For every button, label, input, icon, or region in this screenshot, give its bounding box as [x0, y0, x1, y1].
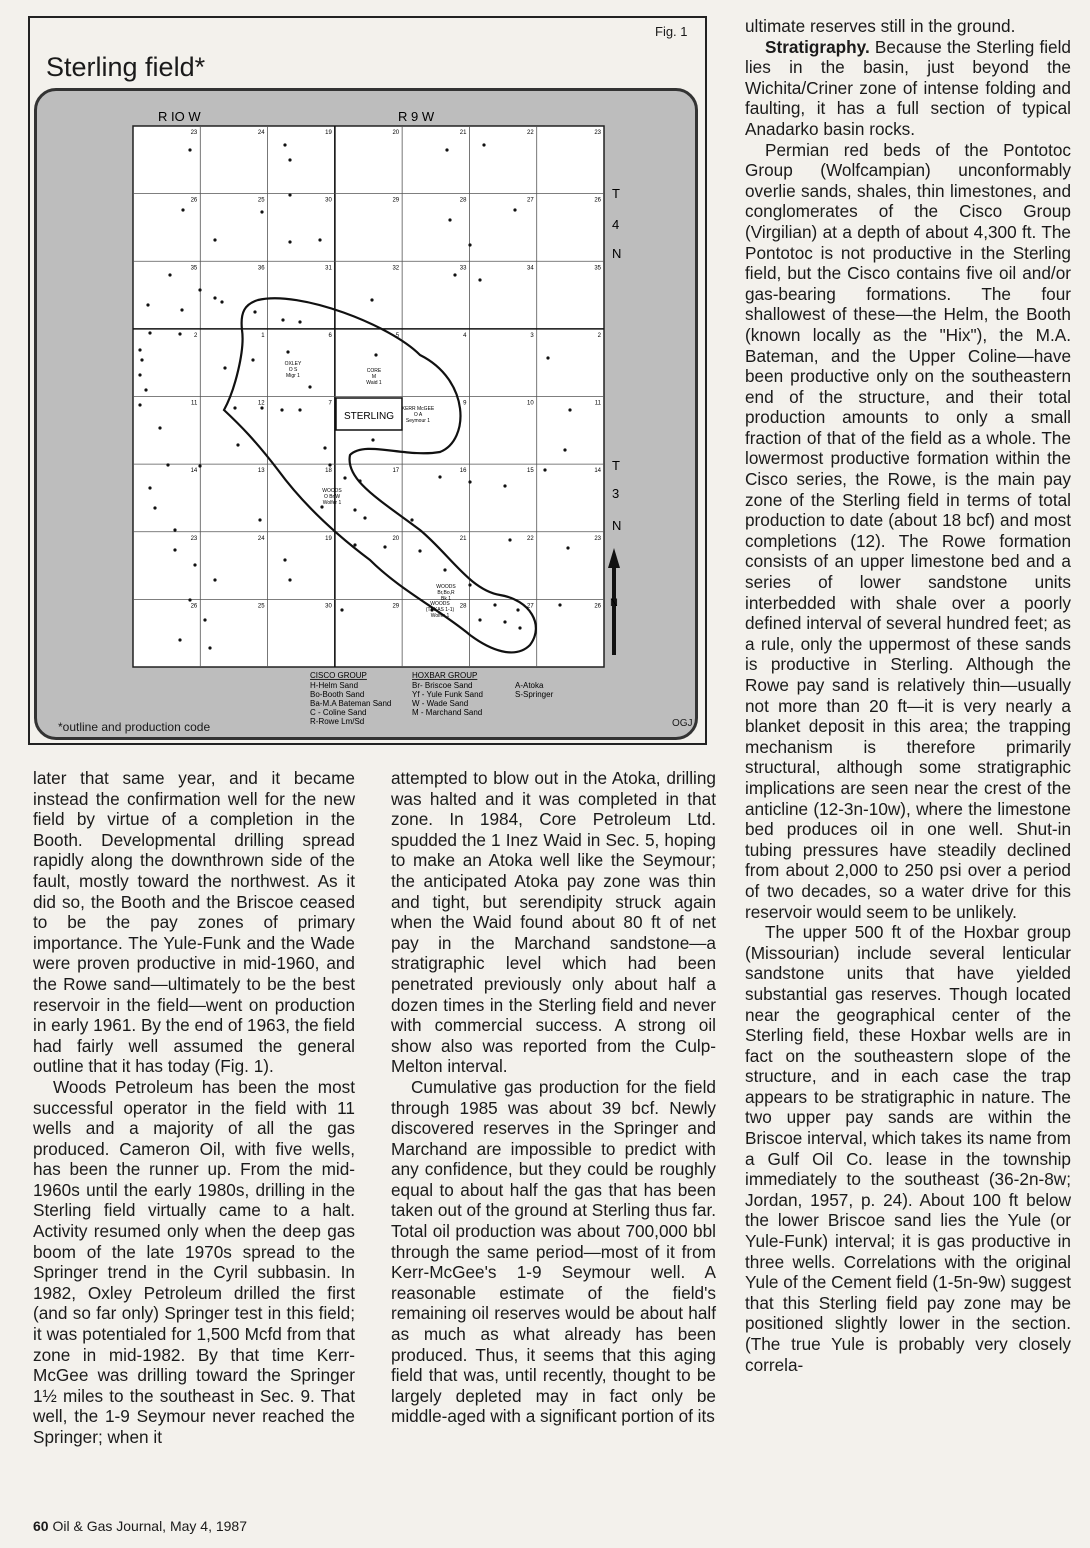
- section-number: 21: [459, 535, 467, 542]
- well-dot: [568, 408, 571, 411]
- legend-cisco-title: CISCO GROUP: [310, 671, 367, 680]
- well-dot: [493, 603, 496, 606]
- well-dot: [566, 546, 569, 549]
- well-dot: [438, 475, 441, 478]
- well-label: Wolfer 1: [322, 500, 342, 506]
- section-number: 30: [325, 197, 332, 204]
- township-south-t: T: [612, 458, 620, 473]
- well-dot: [323, 446, 326, 449]
- well-dot: [213, 238, 216, 241]
- legend-hoxbar-title: HOXBAR GROUP: [412, 671, 478, 680]
- section-number: 29: [392, 197, 400, 204]
- well-dot: [178, 638, 181, 641]
- well-dot: [563, 448, 566, 451]
- township-north-4: 4: [612, 217, 620, 232]
- section-number: 17: [392, 468, 400, 475]
- well-dot: [288, 193, 291, 196]
- well-dot: [208, 646, 211, 649]
- well-label: Waid 1: [366, 380, 382, 386]
- legend-cisco-item: Ba-M.A Bateman Sand: [310, 699, 392, 708]
- well-label: OXLEY: [284, 361, 302, 367]
- section-number: 15: [527, 468, 534, 475]
- legend-other-item: S-Springer: [515, 690, 554, 699]
- range-west-label: R IO W: [158, 109, 201, 124]
- well-dot: [181, 208, 184, 211]
- well-dot: [158, 426, 161, 429]
- figure-title: Sterling field*: [46, 52, 206, 82]
- section-number: 20: [392, 130, 400, 136]
- well-dot: [482, 143, 485, 146]
- section-number: 22: [527, 535, 534, 542]
- well-dot: [223, 366, 226, 369]
- well-dot: [138, 403, 141, 406]
- well-dot: [188, 598, 191, 601]
- paragraph: [745, 37, 1071, 140]
- publication-info: Oil & Gas Journal, May 4, 1987: [52, 1518, 248, 1534]
- well-dot: [343, 476, 346, 479]
- svg-text:N: N: [610, 597, 618, 609]
- section-number: 18: [325, 468, 332, 475]
- well-dot: [138, 348, 141, 351]
- township-north-n: N: [612, 246, 622, 261]
- well-dot: [173, 528, 176, 531]
- legend-hoxbar-item: Yf - Yule Funk Sand: [412, 690, 484, 699]
- section-number: 16: [459, 468, 467, 475]
- well-dot: [445, 148, 448, 151]
- legend-hoxbar-item: W - Wade Sand: [412, 699, 469, 708]
- section-number: 24: [257, 130, 265, 136]
- well-dot: [468, 583, 471, 586]
- well-dot: [146, 303, 149, 306]
- well-dot: [353, 508, 356, 511]
- well-dot: [516, 608, 519, 611]
- section-number: 35: [190, 265, 198, 272]
- well-dot: [508, 538, 511, 541]
- well-dot: [468, 243, 471, 246]
- well-dot: [236, 443, 239, 446]
- well-dot: [213, 296, 216, 299]
- map-legend: [310, 671, 554, 726]
- well-dot: [148, 486, 151, 489]
- paragraph: Woods Petroleum has been the most successful operator in the field with 11 wells and a majority of all the gas produced. Cameron Oil, with five wells, has been the runner up. From the mid-1960s until the early 1980s, drilling in the Sterling field virtually came to a halt. Activity resumed only when the deep gas boom of the late 1970s spread to the Springer trend in the Cyril subbasin. In 1982, Oxley Petroleum drilled the first (and so far only) Springer test in this field; it was potentialed for 1,500 Mcfd from that zone in mid-1982. By that time Kerr-McGee was drilling toward the Springer 1½ miles to the southeast in Sec. 9. That well, the 1-9 Seymour never reached the Springer; when it: [33, 1076, 355, 1447]
- section-number: 25: [257, 603, 265, 610]
- well-dot: [203, 618, 206, 621]
- section-number: 19: [325, 130, 332, 136]
- section-number: 29: [392, 603, 400, 610]
- well-dot: [198, 288, 201, 291]
- section-number: 27: [527, 603, 534, 610]
- well-dot: [283, 558, 286, 561]
- paragraph: Cumulative gas production for the field through 1985 was about 39 bcf. Newly discovered reserves in the Springer and Marchand are impossible to predict with any confidence, but they could be roughly equal to about half the gas that has been taken out of the ground at Sterling thus far. Total oil production was about 700,000 bbl through the same period—most of it from Kerr-McGee's 1-9 Seymour well. A reasonable estimate of the field's remaining oil reserves would be about half as much as what already has been produced. Thus, it seems that this aging field that was, until recently, thought to be largely depleted may in fact only be middle-aged with a significant portion of its: [391, 1076, 716, 1427]
- well-dot: [280, 408, 283, 411]
- section-number: 36: [257, 265, 265, 272]
- well-dot: [251, 358, 254, 361]
- section-number: 30: [325, 603, 332, 610]
- well-dot: [340, 608, 343, 611]
- section-number: 34: [527, 265, 534, 272]
- column-left: [33, 768, 355, 1448]
- well-dot: [283, 143, 286, 146]
- well-dot: [370, 298, 373, 301]
- section-number: 20: [392, 535, 400, 542]
- well-dot: [168, 273, 171, 276]
- well-dot: [518, 626, 521, 629]
- well-dot: [371, 438, 374, 441]
- section-number: 23: [190, 535, 198, 542]
- well-dot: [173, 548, 176, 551]
- section-number: 19: [325, 535, 332, 542]
- section-number: 10: [527, 400, 534, 407]
- well-dot: [220, 300, 223, 303]
- section-number: 3: [530, 332, 534, 339]
- well-label: M: [371, 374, 377, 380]
- well-dot: [260, 210, 263, 213]
- well-label: (TEXAS 1-1): [425, 607, 455, 613]
- well-label: WOODS: [436, 584, 456, 590]
- section-number: 23: [190, 130, 198, 136]
- legend-cisco-item: Bo-Booth Sand: [310, 690, 365, 699]
- legend-cisco-item: H-Helm Sand: [310, 681, 359, 690]
- section-number: 14: [594, 468, 601, 475]
- well-dot: [453, 273, 456, 276]
- well-dot: [410, 518, 413, 521]
- well-dot: [546, 356, 549, 359]
- well-dot: [288, 240, 291, 243]
- section-number: 1: [261, 332, 265, 339]
- figure-note: *outline and production code: [58, 720, 211, 734]
- paragraph: Permian red beds of the Pontotoc Group (Wolfcampian) unconformably overlie sands, shales, thin limestones, and conglomerates of the Cisco Group (Virgilian) at a depth of about 4,300 ft. The Pontotoc is not productive in the Sterling field, but the Cisco contains five oil and/or gas-bearing formations. The four shallowest of these—the Helm, the Booth (known locally as the "Hix"), the M.A. Bateman, and the Upper Coline—have been productive only on the southeastern end of the structure, and their total production amounts to only a small fraction of that of the field as a whole. The lowermost productive formation within the Cisco series, the Rowe, is the main pay zone of the Sterling field in terms of total production to date (about 18 bcf) and most completions (12). The Rowe formation consists of an upper limestone bed and a series of lower sandstone units interbedded with shale over a poorly defined interval of several hundred feet; as a rule, only the uppermost of these sands is productive in Sterling. Although the Rowe pay sand is relatively thin—usually not more than 20 ft—it is very nearly a blanket deposit in this area; the trapping mechanism is therefore primarily structural, although some stratigraphic implications are seen near the crest of the anticline (12-3n-10w), where the limestone bed produces oil in one well. Shut-in tubing pressures have steadily declined from about 2,000 to 250 psi over a period of two decades, so a water drive for this reservoir would seem to be unlikely.: [745, 139, 1071, 922]
- well-dot: [288, 578, 291, 581]
- well-dot: [298, 408, 301, 411]
- well-dot: [318, 238, 321, 241]
- section-number: 32: [392, 265, 400, 272]
- township-south-n: N: [612, 518, 622, 533]
- section-heading: Stratigraphy.: [765, 36, 870, 57]
- section-number: 26: [190, 603, 198, 610]
- well-dot: [198, 464, 201, 467]
- column-right: [745, 16, 1071, 1375]
- well-dot: [468, 480, 471, 483]
- well-dot: [543, 468, 546, 471]
- legend-hoxbar-item: M - Marchand Sand: [412, 708, 483, 717]
- well-dot: [260, 406, 263, 409]
- section-number: 21: [459, 130, 467, 136]
- well-dot: [374, 353, 377, 356]
- well-dot: [503, 484, 506, 487]
- well-dot: [140, 358, 143, 361]
- well-label: WOODS: [430, 601, 450, 607]
- section-number: 11: [191, 400, 198, 407]
- well-label: O A: [413, 412, 423, 418]
- township-north-t: T: [612, 186, 620, 201]
- section-number: 28: [459, 603, 467, 610]
- well-label: CORE: [366, 368, 382, 374]
- well-dot: [188, 148, 191, 151]
- section-number: 4: [463, 332, 467, 339]
- well-dot: [233, 406, 236, 409]
- well-dot: [383, 545, 386, 548]
- north-arrow-icon: [608, 548, 620, 655]
- section-number: 26: [190, 197, 198, 204]
- well-dot: [286, 350, 289, 353]
- section-number: 5: [395, 332, 400, 339]
- paragraph: ultimate reserves still in the ground.: [745, 16, 1016, 36]
- well-label: Br,Bo,R: [437, 590, 455, 596]
- section-number: 28: [459, 197, 467, 204]
- well-dot: [363, 516, 366, 519]
- well-dot: [478, 618, 481, 621]
- paragraph: attempted to blow out in the Atoka, drilling was halted and it was completed in that zone. In 1984, Core Petroleum Ltd. spudded the 1 Inez Waid in Sec. 5, hoping to make an Atoka well like the Seymour; the anticipated Atoka pay zone was thin and tight, but serendipity struck again when the Waid found about 80 ft of net pay in the Marchand sandstone—a stratigraphic level which had been penetrated previously only about half a dozen times in the Sterling field and never with commercial success. A strong oil show also was reported from the Culp-Melton interval.: [391, 768, 716, 1077]
- page-footer: [33, 1518, 247, 1534]
- well-dot: [443, 568, 446, 571]
- well-dot: [166, 463, 169, 466]
- well-dot: [144, 388, 147, 391]
- well-label: Migr 1: [286, 373, 300, 379]
- section-number: 26: [594, 603, 601, 610]
- page-number: 60: [33, 1518, 49, 1534]
- well-dot: [148, 331, 151, 334]
- section-number: 7: [328, 400, 332, 407]
- section-number: 33: [459, 265, 467, 272]
- section-number: 31: [325, 265, 332, 272]
- section-number: 25: [257, 197, 265, 204]
- well-label: O S: [288, 367, 298, 373]
- well-label: O Br,W: [323, 494, 341, 500]
- section-number: 14: [190, 468, 198, 475]
- well-dot: [328, 463, 331, 466]
- section-number: 27: [527, 197, 534, 204]
- well-dot: [258, 518, 261, 521]
- section-number: 2: [597, 332, 601, 339]
- well-dot: [180, 308, 183, 311]
- figure-credit: OGJ: [672, 718, 693, 729]
- well-dot: [288, 158, 291, 161]
- range-east-label: R 9 W: [398, 109, 435, 124]
- well-dot: [253, 310, 256, 313]
- section-number: 6: [328, 332, 332, 339]
- well-label: Seymour 1: [405, 418, 431, 424]
- section-number: 9: [463, 400, 467, 407]
- well-dot: [308, 385, 311, 388]
- well-label: KERR McGEE: [401, 406, 435, 412]
- well-dot: [138, 373, 141, 376]
- sterling-town-label: STERLING: [343, 411, 395, 422]
- section-number: 23: [594, 535, 601, 542]
- well-dot: [178, 332, 181, 335]
- well-label: WOODS: [322, 488, 342, 494]
- well-dot: [193, 563, 196, 566]
- well-dot: [298, 320, 301, 323]
- well-dot: [448, 218, 451, 221]
- section-number: 2: [193, 332, 198, 339]
- paragraph: later that same year, and it became instead the confirmation well for the new field by virtue of a completion in the Booth. Developmental drilling spread rapidly along the downthrown side of the fault, mostly toward the northwest. As it did so, the Booth and the Briscoe ceased to be the pay zones of primary importance. The Yule-Funk and the Wade were proven productive in mid-1960, and the Rowe sand—ultimately to be the best reservoir in the field—went on production in early 1961. By the end of 1963, the field had fairly well assumed the general outline that it has today (Fig. 1).: [33, 768, 356, 1077]
- legend-cisco-item: R-Rowe Lm/Sd: [310, 717, 365, 726]
- well-dot: [503, 620, 506, 623]
- legend-hoxbar-item: Br- Briscoe Sand: [412, 681, 473, 690]
- section-number: 13: [257, 468, 265, 475]
- section-number: 26: [594, 197, 601, 204]
- township-south-3: 3: [612, 486, 620, 501]
- well-dot: [281, 318, 284, 321]
- section-number: 22: [527, 130, 534, 136]
- paragraph: The upper 500 ft of the Hoxbar group (Missourian) include several lenticular sandstone units that have yielded substantial gas reserves. Though located near the geographical center of the Sterling field, these Hoxbar wells are in fact on the southeastern slope of the structure, and in each case the trap appears to be stratigraphic in nature. The two upper pay sands are within the Briscoe interval, which takes its name from a Gulf Oil Co. lease in the township immediately to the southeast (36-2n-8w; Jordan, 1957, p. 24). About 100 ft below the lower Briscoe sand lies the Yule (or Yule-Funk) interval; it is gas productive in three wells. Correlations with the original Yule of the Cement field (1-5n-9w) suggest that this Sterling field pay zone may be positioned slightly lower in the section. (The true Yule is probably very closely correla-: [745, 922, 1071, 1375]
- column-middle: [391, 768, 716, 1427]
- well-label: Wolfer 1: [430, 613, 450, 619]
- paragraph-text: Because the Sterling field lies in the basin, just beyond the Wichita/Criner zone of intense folding and faulting, it has a full section of typical Anadarko basin rocks.: [745, 36, 1071, 139]
- well-dot: [558, 603, 561, 606]
- well-dot: [418, 549, 421, 552]
- section-number: 11: [594, 400, 601, 407]
- legend-other-item: A-Atoka: [515, 681, 544, 690]
- figure-label: Fig. 1: [655, 24, 688, 39]
- well-dot: [153, 506, 156, 509]
- section-number: 35: [594, 265, 601, 272]
- well-dot: [478, 278, 481, 281]
- section-number: 24: [257, 535, 265, 542]
- well-dot: [213, 578, 216, 581]
- well-dot: [513, 208, 516, 211]
- section-number: 12: [257, 400, 265, 407]
- section-number: 23: [594, 130, 601, 136]
- well-label: Bk 1: [440, 596, 452, 602]
- legend-cisco-item: C - Coline Sand: [310, 708, 367, 717]
